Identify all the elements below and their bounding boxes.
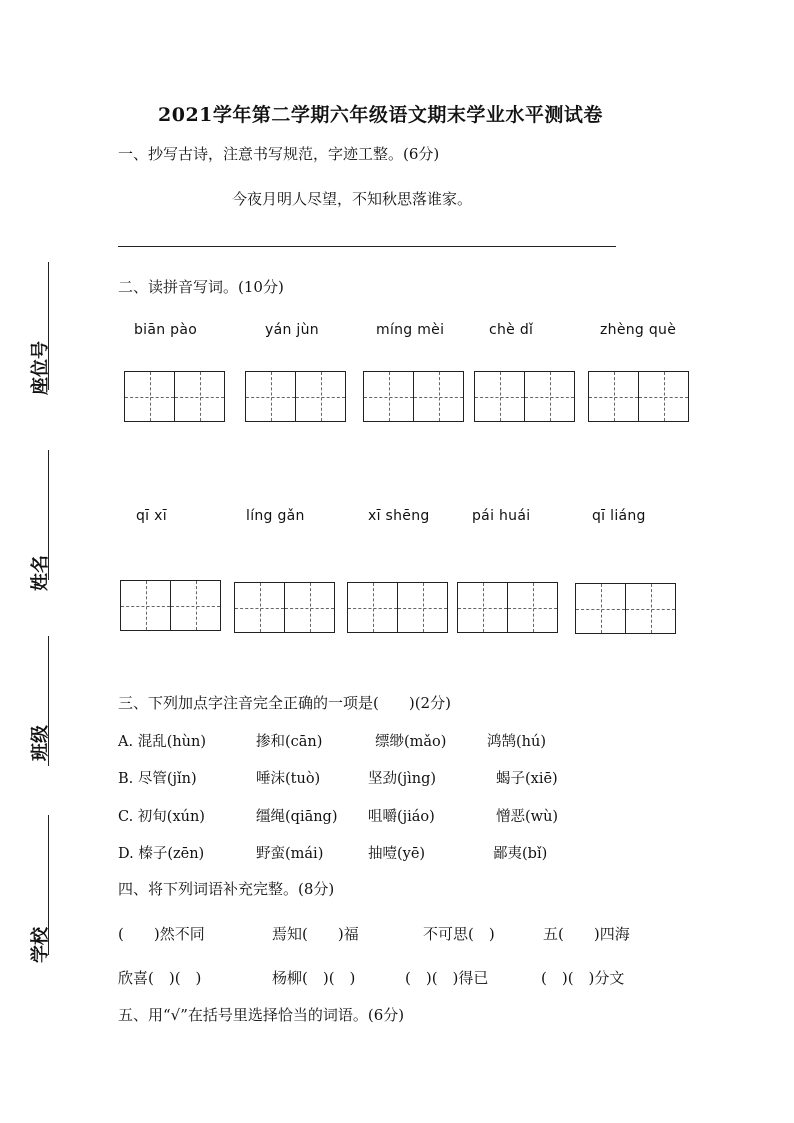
idiom-2-4: ( )( )分文 — [541, 969, 625, 987]
writing-grid[interactable] — [245, 371, 346, 422]
option-d-3: 抽噎(yē) — [368, 846, 426, 862]
pinyin-2-1: qī xī — [136, 508, 167, 524]
section1-poem: 今夜月明人尽望，不知秋思落谁家。 — [232, 190, 473, 208]
option-c-3: 咀嚼(jiáo) — [368, 809, 435, 825]
writing-grid[interactable] — [474, 371, 575, 422]
pinyin-1-1: biān pào — [134, 322, 198, 338]
pinyin-1-3: míng mèi — [376, 322, 445, 338]
copy-answer-line[interactable] — [118, 246, 616, 247]
pinyin-1-5: zhèng què — [600, 322, 677, 338]
side-label-class: 班级 — [30, 725, 51, 761]
writing-grid[interactable] — [575, 583, 676, 634]
section3-heading: 三、下列加点字注音完全正确的一项是( )(2分) — [118, 694, 451, 712]
option-b-1: B. 尽管(jǐn) — [118, 771, 197, 787]
section2-heading: 二、读拼音写词。(10分) — [118, 278, 284, 296]
pinyin-2-3: xī shēng — [368, 508, 430, 524]
option-a-3: 缥缈(mǎo) — [375, 734, 447, 750]
option-a-1: A. 混乱(hùn) — [118, 734, 207, 750]
pinyin-2-2: líng gǎn — [246, 508, 305, 524]
option-d-4: 鄙夷(bǐ) — [493, 846, 548, 862]
writing-grid[interactable] — [457, 582, 558, 633]
option-b-3: 坚劲(jìng) — [368, 771, 437, 787]
idiom-1-1: ( )然不同 — [118, 925, 205, 943]
pinyin-2-4: pái huái — [472, 508, 531, 524]
section4-heading: 四、将下列词语补充完整。(8分) — [118, 880, 335, 898]
writing-grid[interactable] — [120, 580, 221, 631]
idiom-1-4: 五( )四海 — [543, 925, 630, 943]
writing-grid[interactable] — [347, 582, 448, 633]
option-d-2: 野蛮(mái) — [256, 846, 324, 862]
idiom-2-2: 杨柳( )( ) — [272, 969, 356, 987]
option-c-1: C. 初旬(xún) — [118, 809, 205, 825]
option-c-4: 憎恶(wù) — [496, 809, 559, 825]
side-label-school: 学校 — [30, 927, 51, 963]
idiom-1-2: 焉知( )福 — [272, 925, 359, 943]
writing-grid[interactable] — [234, 582, 335, 633]
option-d-1: D. 榛子(zēn) — [118, 846, 205, 862]
option-a-2: 掺和(cān) — [256, 734, 323, 750]
writing-grid[interactable] — [124, 371, 225, 422]
pinyin-1-4: chè dǐ — [489, 322, 534, 338]
section5-heading: 五、用“√”在括号里选择恰当的词语。(6分) — [118, 1006, 405, 1024]
side-label-name: 姓名 — [30, 555, 51, 591]
page-title: 2021学年第二学期六年级语文期末学业水平测试卷 — [158, 104, 603, 126]
option-b-2: 唾沫(tuò) — [256, 771, 321, 787]
idiom-1-3: 不可思( ) — [423, 925, 495, 943]
option-b-4: 蝎子(xiē) — [496, 771, 558, 787]
writing-grid[interactable] — [363, 371, 464, 422]
section1-heading: 一、抄写古诗，注意书写规范，字迹工整。(6分) — [118, 145, 440, 163]
option-a-4: 鸿鹄(hú) — [487, 734, 546, 750]
writing-grid[interactable] — [588, 371, 689, 422]
idiom-2-3: ( )( )得已 — [405, 969, 489, 987]
pinyin-1-2: yán jùn — [265, 322, 319, 338]
pinyin-2-5: qī liáng — [592, 508, 646, 524]
idiom-2-1: 欣喜( )( ) — [118, 969, 202, 987]
option-c-2: 缰绳(qiāng) — [256, 809, 338, 825]
side-label-seat: 座位号 — [30, 341, 51, 395]
